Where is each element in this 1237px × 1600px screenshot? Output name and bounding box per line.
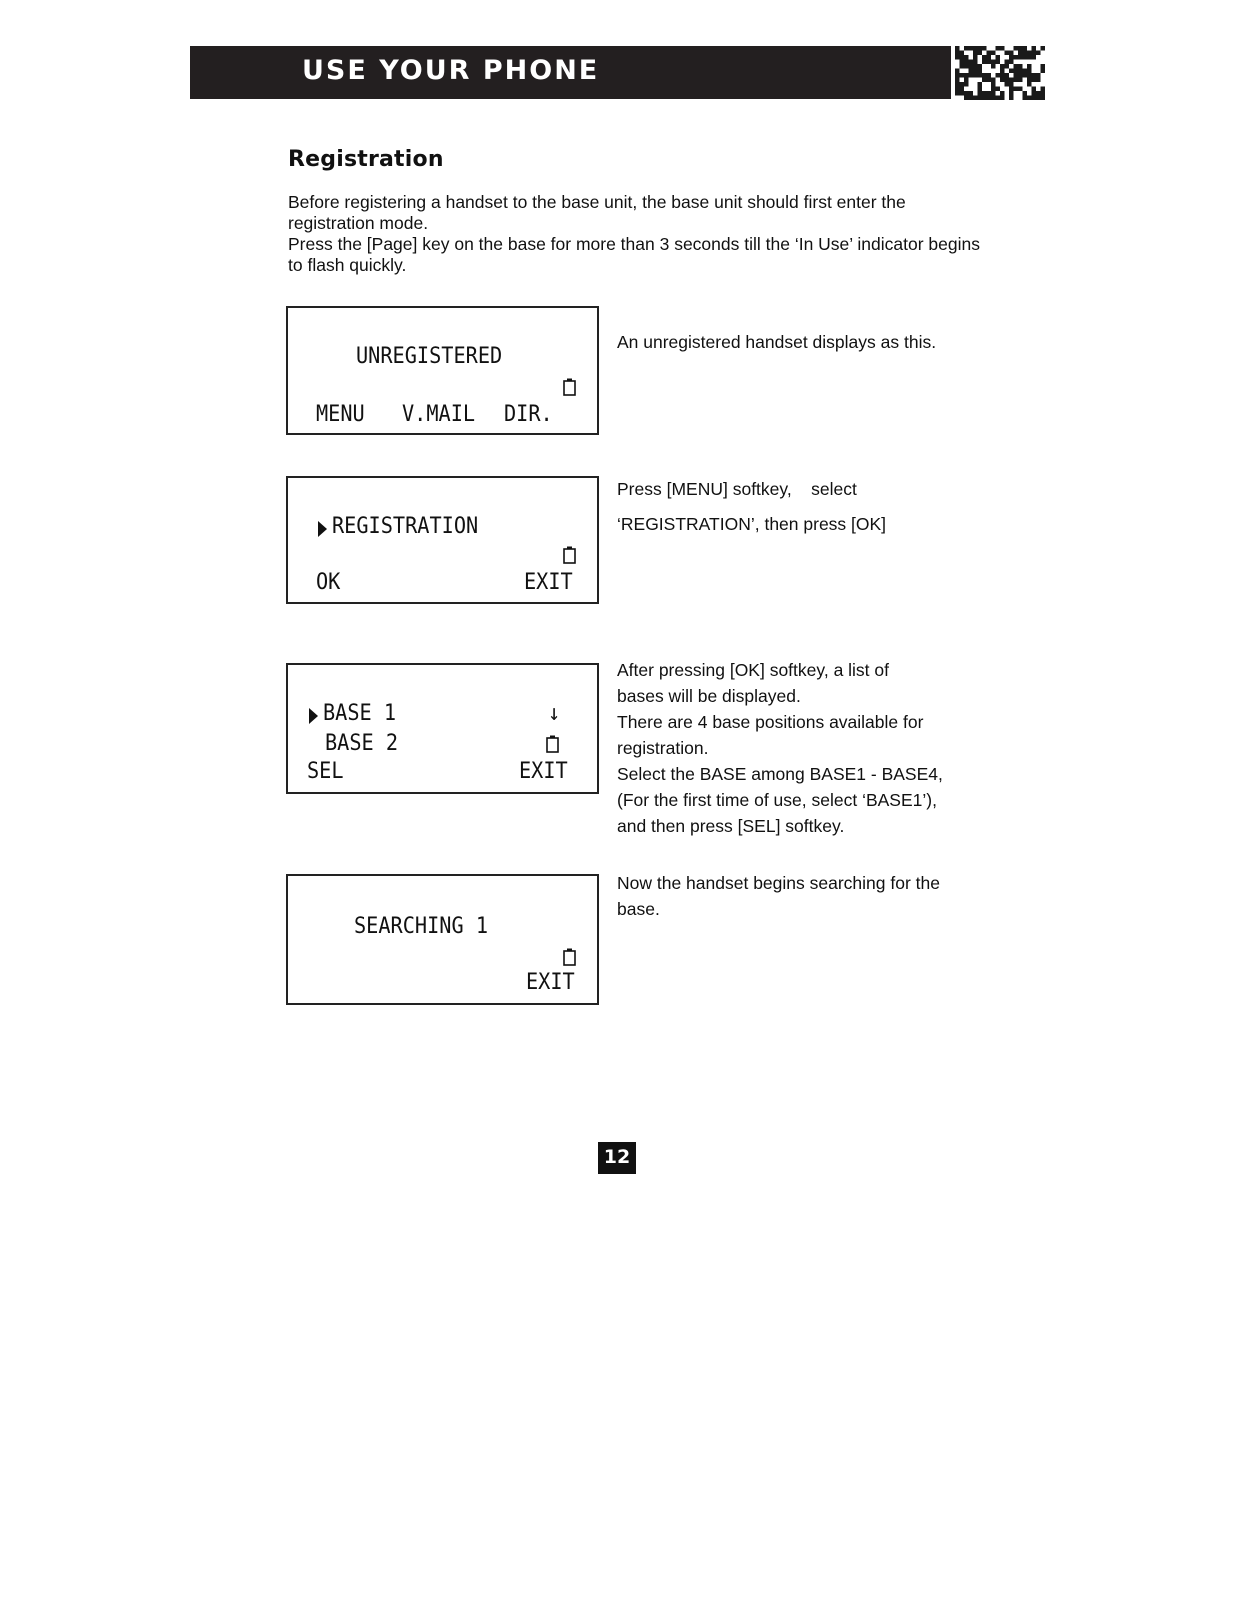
battery-icon [563, 378, 576, 396]
softkey-exit: EXIT [524, 570, 573, 595]
description-registration [617, 476, 977, 537]
intro-paragraph: Before registering a handset to the base unit, the base unit should first enter the registration mode. [288, 192, 906, 233]
description-line: Press [MENU] softkey, select [617, 479, 857, 499]
lcd-screen-registration [286, 476, 599, 604]
description-line: registration. [617, 738, 709, 758]
lcd-screen-searching [286, 874, 599, 1005]
description-base-list [617, 657, 977, 839]
softkey-exit: EXIT [526, 970, 575, 995]
description-unregistered [617, 329, 977, 355]
page-number: 12 [598, 1142, 636, 1174]
description-line: ‘REGISTRATION’, then press [OK] [617, 514, 887, 534]
checker-pattern-icon [955, 46, 1045, 100]
softkey-vmail: V.MAIL [402, 402, 476, 427]
intro-text [288, 192, 988, 276]
softkey-exit: EXIT [519, 759, 568, 784]
description-line: There are 4 base positions available for [617, 712, 924, 732]
battery-icon [563, 948, 576, 966]
selection-arrow-icon [309, 708, 318, 724]
softkey-sel: SEL [307, 759, 344, 784]
description-line: base. [617, 899, 660, 919]
description-line: and then press [SEL] softkey. [617, 816, 845, 836]
description-line: Now the handset begins searching for the [617, 873, 940, 893]
battery-icon [563, 546, 576, 564]
intro-paragraph: Press the [Page] key on the base for more than 3 seconds till the ‘In Use’ indicator begins to flash quickly. [288, 234, 980, 275]
description-line: bases will be displayed. [617, 686, 801, 706]
section-title: Registration [288, 147, 444, 172]
battery-icon [546, 735, 559, 753]
selection-arrow-icon [318, 521, 327, 537]
lcd-list-item: BASE 2 [325, 731, 399, 756]
lcd-screen-base-list [286, 663, 599, 794]
softkey-ok: OK [316, 570, 341, 595]
description-line: Select the BASE among BASE1 - BASE4, [617, 764, 943, 784]
lcd-list-item: BASE 1 [323, 701, 397, 726]
description-line: After pressing [OK] softkey, a list of [617, 660, 890, 680]
lcd-main-text: UNREGISTERED [356, 344, 503, 369]
header-bar [190, 46, 951, 99]
lcd-main-text: REGISTRATION [332, 514, 479, 539]
lcd-screen-unregistered [286, 306, 599, 435]
softkey-menu: MENU [316, 402, 365, 427]
description-searching [617, 870, 977, 922]
description-line: (For the first time of use, select ‘BASE1’), [617, 790, 937, 810]
header-title: USE YOUR PHONE [302, 55, 600, 86]
description-line: An unregistered handset displays as this. [617, 332, 937, 352]
scroll-down-icon: ↓ [548, 701, 561, 726]
softkey-dir: DIR. [504, 402, 553, 427]
lcd-main-text: SEARCHING 1 [354, 914, 489, 939]
